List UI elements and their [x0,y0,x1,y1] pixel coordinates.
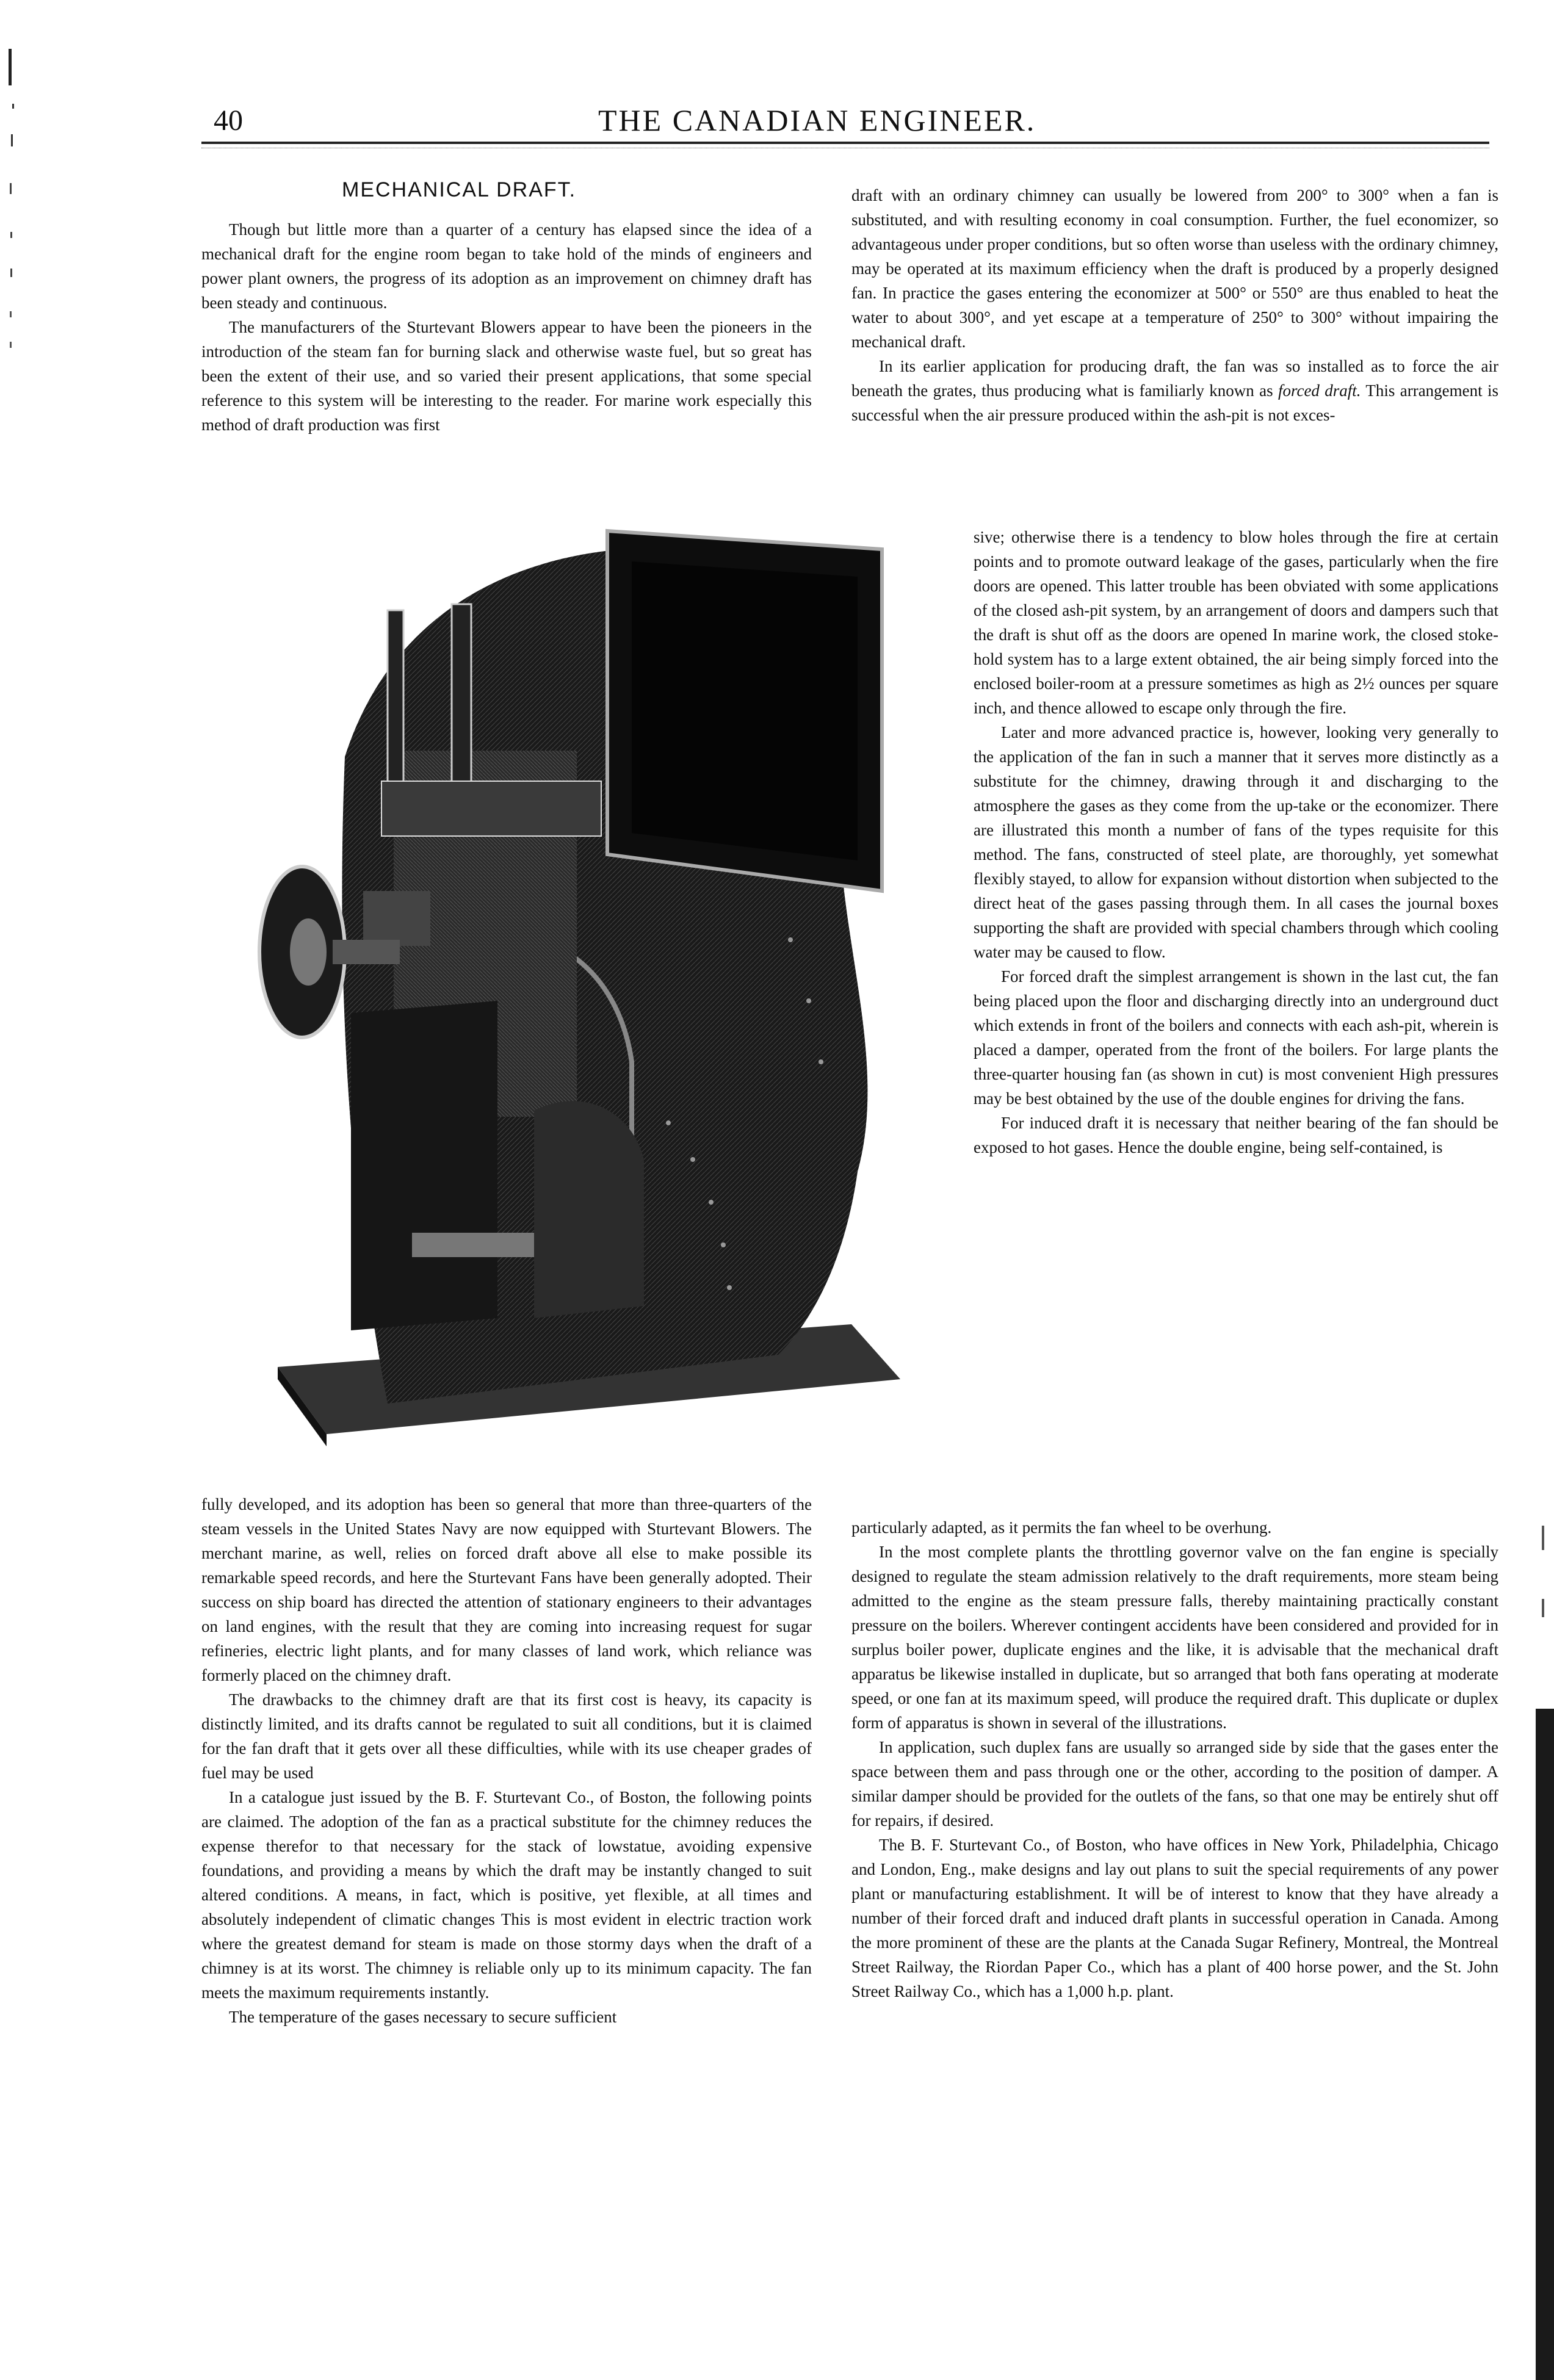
paragraph: Though but little more than a quarter of a century has elapsed since the idea of a mechanical draft for the engine room began to take hold of the minds of engineers and power plant owners, the progress of its adoption as an improvement on chimney draft has been steady and continuous. [201,220,812,312]
right-column-top [851,183,1498,427]
paragraph [851,354,1498,427]
scan-edge-marks [0,49,24,415]
paragraph: For forced draft the simplest arrangement is shown in the last cut, the fan being placed upon the floor and discharging directly into an underground duct which extends in front of the boilers and connects with each ash-pit, wherein is placed a damper, operated from the front of the boilers. For large plants the three-quarter housing fan (as shown in cut) is most convenient High pressures may be best obtained by the use of the double engines for driving the fans. [974,967,1498,1108]
page-number: 40 [214,104,243,137]
article-heading: MECHANICAL DRAFT. [342,178,577,201]
paragraph: The B. F. Sturtevant Co., of Boston, who have offices in New York, Philadelphia, Chicago and London, Eng., make designs and lay out plans to suit the special requirements of any power plant or manufacturing establishment. It will be of interest to know that they have already a number of their forced draft and induced draft plants in successful operation in Canada. Among the more prominent of these are the plants at the Canada Sugar Refinery, Montreal, the Montreal Street Railway, the Riordan Paper Co., which has a plant of 400 horse power, and the St. John Street Railway Co., which has a 1,000 h.p. plant. [851,1836,1498,2000]
text-run: This arrangement is successful when the air pressure produced within the ash-pit is not exces- [851,381,1498,424]
italic-term: forced draft. [1278,381,1361,400]
paragraph: In application, such duplex fans are usually so arranged side by side that the gases enter the space between them and pass through one or the other, according to the position of damper. A similar damper should be provided for the outlets of the fans, so that one may be entirely shut off for repairs, if desired. [851,1738,1498,1830]
scan-edge-strip [1517,1343,1554,2380]
paragraph: The drawbacks to the chimney draft are that its first cost is heavy, its capacity is distinctly limited, and its drafts cannot be regulated to suit all conditions, but it is claimed for the fan draft that it gets over all these difficulties, while with its use cheaper grades of fuel may be used [201,1690,812,1782]
paragraph: In the most complete plants the throttling governor valve on the fan engine is specially designed to regulate the steam admission relatively to the draft requirements, more steam being admitted to the engine as the steam pressure falls, thereby maintaining practically constant pressure on the boilers. Wherever contingent accidents have been considered and provided for in surplus boiler power, duplicate engines and the like, it is advisable that the mechanical draft apparatus be likewise installed in duplicate, but so arranged that both fans operating at moderate speed, or one fan at its maximum speed, will produce the required draft. This duplicate or duplex form of apparatus is shown in several of the illustrations. [851,1543,1498,1732]
paragraph: draft with an ordinary chimney can usually be lowered from 200° to 300° when a fan is substituted, and with resulting economy in coal consumption. Further, the fuel economizer, so advantageous under proper conditions, but so often worse than useless with the ordinary chimney, may be operated at its maximum efficiency when the draft is produced by a properly designed fan. In practice the gases entering the economizer at 500° or 550° are thus enabled to heat the water to about 300°, and yet escape at a temperature of 250° to 300° without impairing the mechanical draft. [851,186,1498,351]
left-column-top [201,217,812,437]
header-rule [201,142,1489,148]
paragraph: The manufacturers of the Sturtevant Blowers appear to have been the pioneers in the introduction of the steam fan for burning slack and otherwise waste fuel, but so great has been the extent of their use, and so varied their present applications, that some special reference to this system will be interesting to the reader. For marine work especially this method of draft production was first [201,318,812,434]
paragraph: fully developed, and its adoption has been so general that more than three-quarters of the steam vessels in the United States Navy are now equipped with Sturtevant Blowers. The merchant marine, as well, relies on forced draft above all else to make possible its remarkable speed records, and here the Sturtevant Fans have been generally adopted. Their success on ship board has directed the attention of stationary engineers to their advantages on land engines, with the result that they are coming into increasing request for sugar refineries, electric light plants, and for many classes of land work, which reliance was formerly placed on the chimney draft. [201,1495,812,1684]
text-run: In its earlier application for producing draft, the fan was so installed as to force the air beneath the grates, thus producing what is familiarly known as [851,357,1498,400]
right-column-narrow [974,525,1498,1159]
steam-pipe [388,610,403,793]
paragraph: For induced draft it is necessary that neither bearing of the fan should be exposed to hot gases. Hence the double engine, being self-contained, is [974,1114,1498,1156]
journal-title: THE CANADIAN ENGINEER. [598,103,1036,137]
paragraph: particularly adapted, as it permits the fan wheel to be overhung. [851,1518,1272,1537]
steam-fan-illustration [241,513,931,1459]
paragraph: sive; otherwise there is a tendency to blow holes through the fire at certain points and to promote outward leakage of the gases, particularly when the fire doors are opened. This latter trouble has been obviated with some applications of the closed ash-pit system, by an arrangement of doors and dampers such that the draft is shut off as the doors are opened In marine work, the closed stoke-hold system has to a large extent obtained, the air being simply forced into the enclosed boiler-room at a pressure sometimes as high as 2½ ounces per square inch, and thence allowed to escape only through the fire. [974,528,1498,717]
paragraph: The temperature of the gases necessary to secure sufficient [229,2008,617,2026]
steam-pipe [452,604,471,793]
right-column-bottom [851,1515,1498,2003]
left-column-bottom [201,1492,812,2029]
paragraph: In a catalogue just issued by the B. F. Sturtevant Co., of Boston, the following points are claimed. The adoption of the fan as a practical substitute for the chimney reduces the expense therefor to that necessary for the stack of lowstatue, avoiding expensive foundations, and providing a means by which the draft may be instantly changed to suit altered conditions. A means, in fact, which is positive, yet flexible, at all times and absolutely independent of climatic changes This is most evident in electric traction work where the greatest demand for steam is made on those stormy days when the draft of a chimney is at its worst. The chimney is reliable only up to its minimum capacity. The fan meets the maximum requirements instantly. [201,1788,812,2002]
paragraph: Later and more advanced practice is, however, looking very generally to the application of the fan in such a manner that it serves more distinctly as a substitute for the chimney, drawing through it and discharging to the atmosphere the gases as they come from the up-take or the economizer. There are illustrated this month a number of fans of the types requisite for this method. The fans, constructed of steel plate, are thoroughly, yet somewhat flexibly stayed, to allow for expansion without distortion when subjected to the direct heat of the gases passing through them. In all cases the journal boxes supporting the shaft are provided with special chambers through which cooling water may be caused to flow. [974,723,1498,961]
